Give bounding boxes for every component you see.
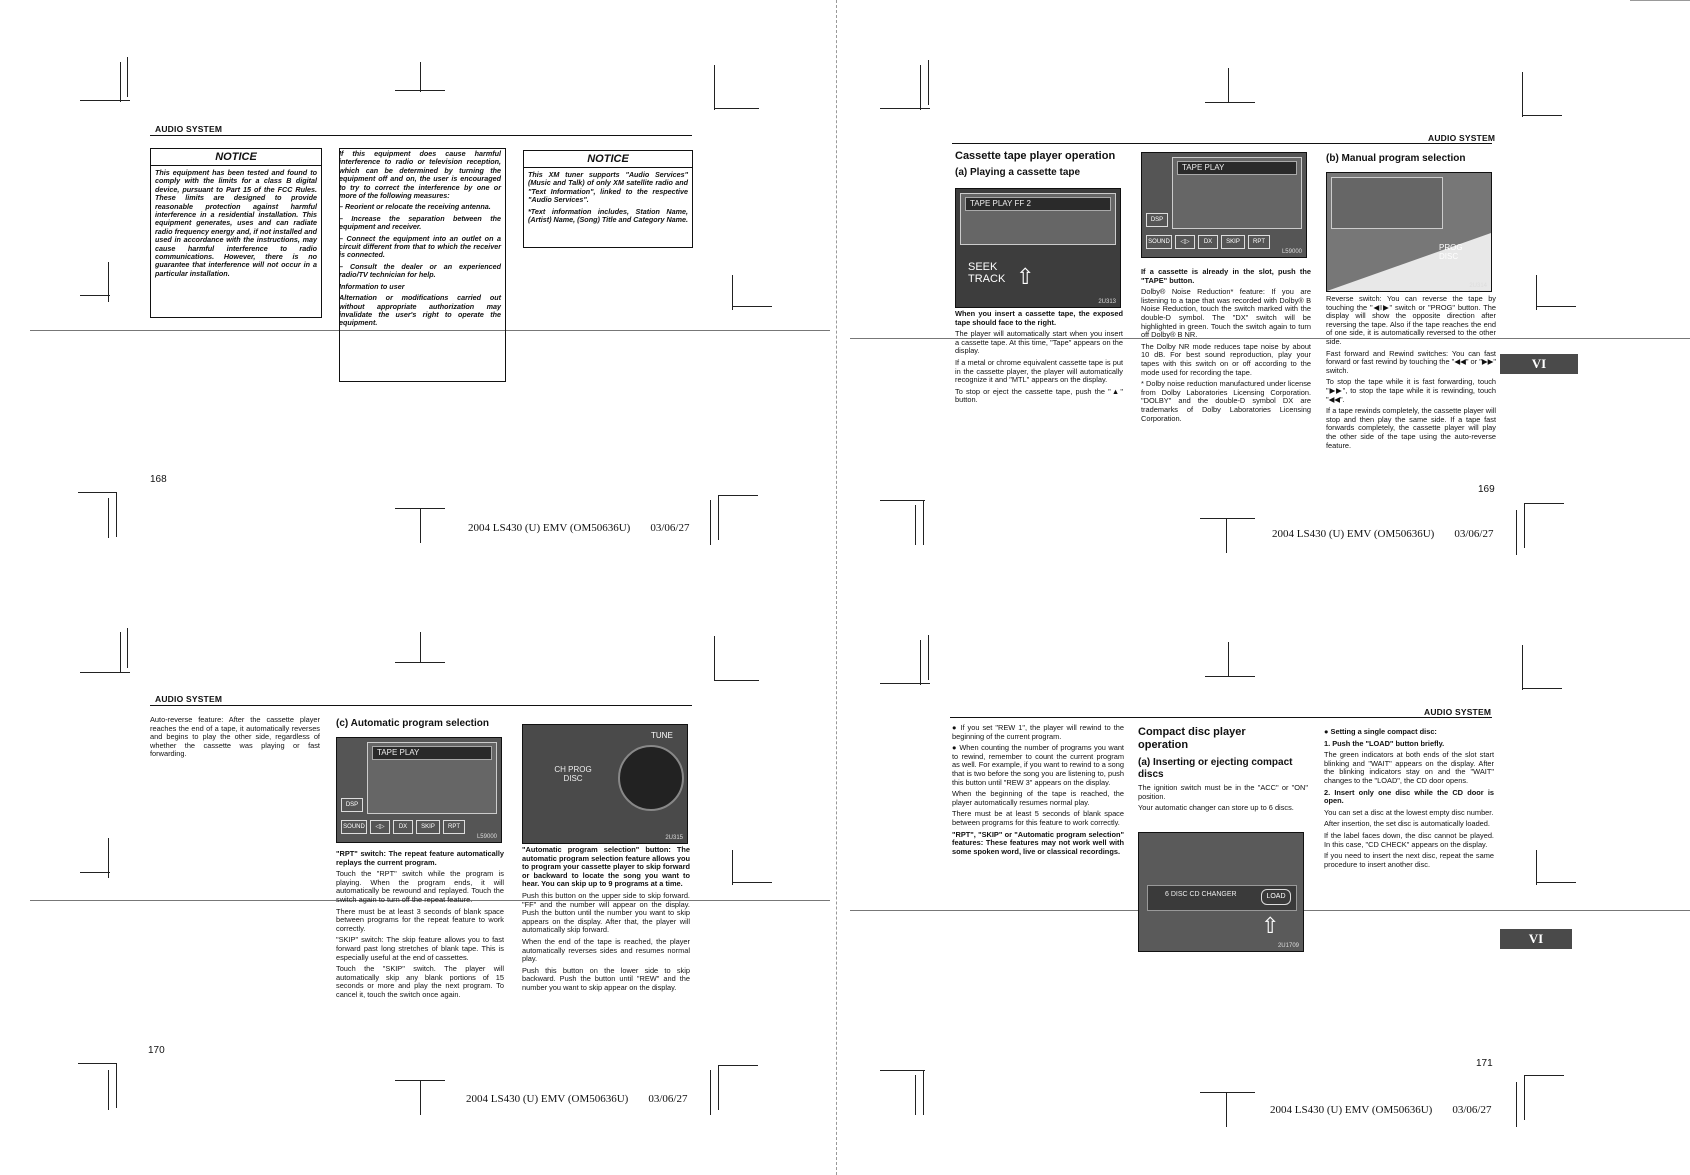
notice-body: This XM tuner supports "Audio Services" (Music and Talk) of only XM satellite radio and "Text Information", linked to the respective "Audio Services". *Text information includes, Station Name, (Artist) Name, (Song) Title and Category Name. [528, 170, 689, 225]
tape-display-screen: TAPE PLAY DSP SOUND ◁▷ DX SKIP RPT L59000 [336, 737, 502, 843]
section-header: AUDIO SYSTEM [155, 694, 223, 704]
seek-track-label: SEEK TRACK [968, 261, 1006, 285]
subsection-title: (a) Inserting or ejecting compact discs [1138, 757, 1293, 780]
notice-title: NOTICE [524, 151, 692, 168]
auto-program-text-column: "Automatic program selection" button: The automatic program selection feature allows you to program your cassette player to skip forward or backward to locate the song you want to hear. You can skip up to 9 programs at a time. Push this button on the upper side to skip forward. "FF" and the number will appear on the display. Push the button until the number you want to skip appears on the display. After that, the player will automatically skip forward. When the end of the tape is reached, the player automatically reverses sides and resumes normal play. Push this button on the lower side to skip backward. Push the button until "REW" and the number you want to skip appear on the display. [522, 845, 690, 992]
subsection-title: (a) Playing a cassette tape [955, 167, 1081, 178]
subsection-title: (b) Manual program selection [1326, 153, 1466, 164]
notice-box-fcc [150, 148, 322, 318]
auto-reverse-text: Auto-reverse feature: After the cassette player reaches the end of a tape, it automatically reverses and begins to play the other side, regardless of whether the cassette was playing or fast forwarding. [150, 715, 320, 759]
footer: 2004 LS430 (U) EMV (OM50636U) 03/06/27 [468, 522, 690, 534]
tape-display-screen: TAPE PLAY DSP SOUND ◁▷ DX SKIP RPT L59000 [1141, 152, 1307, 258]
tape-button-row: SOUND ◁▷ DX SKIP RPT [341, 820, 465, 834]
section-header: AUDIO SYSTEM [1428, 133, 1496, 143]
page-number: 169 [1478, 484, 1495, 495]
section-header: AUDIO SYSTEM [155, 124, 223, 134]
page-number: 168 [150, 474, 167, 485]
rpt-skip-text-column: "RPT" switch: The repeat feature automatically replays the current program. Touch the "RPT" switch while the program is playing. When the program ends, it will automatically be rewound and replayed. Touch the switch again to turn off the repeat feature. There must be at least 3 seconds of blank space between programs for the repeat feature to work correctly. "SKIP" switch: The skip feature allows you to fast forward past long stretches of blank tape. This is especially useful at the end of cassettes. Touch the "SKIP" switch. The player will automatically skip any blank portions of 15 seconds or more and play the next program. To cancel it, touch the switch once again. [336, 849, 504, 999]
cassette-photo: TAPE PLAY FF 2 SEEK TRACK ⇧ 2U313 [955, 188, 1121, 308]
notice-box-xm [523, 150, 693, 248]
rewind-text-column: ● If you set "REW 1", the player will rewind to the beginning of the current program. ● When counting the number of programs you want to rewind, remember to count the current program as well. For example, if you want to rewind to a song that is two before the song you are listening to, push this button until "REW 3" appears on the display. When the beginning of the tape is reached, the player automatically resumes normal play. There must be at least 5 seconds of blank space between programs for this feature to work correctly. "RPT", "SKIP" or "Automatic program selection" features: These features may not work well with some spoken word, live or classical recordings. [952, 723, 1124, 856]
load-button: LOAD [1261, 889, 1291, 905]
page-number: 170 [148, 1045, 165, 1056]
cd-intro-text: The ignition switch must be in the "ACC" or "ON" position. Your automatic changer can store up to 6 discs. [1138, 783, 1308, 813]
footer: 2004 LS430 (U) EMV (OM50636U) 03/06/27 [1272, 528, 1494, 540]
tune-knob [618, 745, 684, 811]
dsp-button: DSP [341, 798, 363, 812]
playing-text-column: When you insert a cassette tape, the exposed tape should face to the right. The player will automatically start when you insert a cassette tape. At this time, "Tape" appears on the display. If a metal or chrome equivalent cassette tape is put in the cassette player, the player will automatically recognize it and "MTL" appears on the display. To stop or eject the cassette tape, push the "▲" button. [955, 309, 1123, 405]
dolby-text-column: If a cassette is already in the slot, push the "TAPE" button. Dolby® Noise Reduction* feature: If you are listening to a tape that was recorded with Dolby® B Noise Reduction, touch the switch marked with the double-D symbol. The "DX" switch will be highlighted in green. Touch the switch again to turn off Dolby® B NR. The Dolby NR mode reduces tape noise by about 10 dB. For best sound reproduction, play your tapes with this switch on or off according to the mode used for recording the tape. * Dolby noise reduction manufactured under license from Dolby Laboratories Licensing Corporation. "DOLBY" and the double-D symbol DX are trademarks of Dolby Laboratories Licensing Corporation. [1141, 267, 1311, 423]
tape-button-row: SOUND ◁▷ DX SKIP RPT [1146, 235, 1270, 249]
header-rule [950, 717, 1492, 718]
program-button-photo: TUNE CH PROG DISC 2U315 [522, 724, 688, 844]
eject-arrow-icon: ⇧ [1016, 264, 1035, 289]
footer: 2004 LS430 (U) EMV (OM50636U) 03/06/27 [1270, 1104, 1492, 1116]
section-title: Cassette tape player operation [955, 150, 1116, 162]
manual-selection-photo: PROG DISC 2U314 [1326, 172, 1492, 292]
section-tab: VI [1500, 354, 1578, 374]
header-rule [150, 705, 692, 706]
dsp-button: DSP [1146, 213, 1168, 227]
section-tab: VI [1500, 929, 1572, 949]
fcc-measures-box [339, 148, 506, 382]
cd-changer-photo: 6 DISC CD CHANGER LOAD ⇧ 2U1709 [1138, 832, 1304, 952]
fcc-measures-column: If this equipment does cause harmful interference to radio or television reception, which can be determined by turning the equipment off and on, the user is encouraged to try to correct the interference by one or more of the following measures: – Reorient or relocate the receiving antenna. – Increase the separation between the equipment and receiver. – Connect the equipment into an outlet on a circuit different from that to which the receiver is connected. – Consult the dealer or an experienced radio/TV technician for help. Information to user Alternation or modifications carried out without appropriate authorization may invalidate the user's right to operate the equipment. [339, 149, 501, 328]
pointer-arrow-icon: ⇧ [1261, 913, 1280, 938]
header-rule [952, 143, 1492, 144]
manual-text-column: Reverse switch: You can reverse the tape by touching the "◀I▶" switch or "PROG" button. The display will show the opposite direction after reversing the tape. Also if the tape reaches the end of one side, it is automatically reversed to the other side. Fast forward and Rewind switches: You can fast forward or fast rewind by touching the "◀◀" or "▶▶" switch. To stop the tape while it is fast forwarding, touch "▶▶", to stop the tape while it is rewinding, touch "◀◀". If a tape rewinds completely, the cassette player will stop and then play the same side. If a tape fast forwards completely, the cassette player will play the other side of the tape using the auto-reverse feature. [1326, 294, 1496, 450]
section-title: Compact disc player operation [1138, 726, 1246, 751]
footer: 2004 LS430 (U) EMV (OM50636U) 03/06/27 [466, 1093, 688, 1105]
cd-setting-text-column: ● Setting a single compact disc: 1. Push the "LOAD" button briefly. The green indicators at both ends of the slot start blinking and "WAIT" appears on the display. After the blinking indicators stay on and the "WAIT" changes to the "LOAD", the CD door opens. 2. Insert only one disc while the CD door is open. You can set a disc at the lowest empty disc number. After insertion, the set disc is automatically loaded. If the label faces down, the disc cannot be played. In this case, "CD CHECK" appears on the display. If you need to insert the next disc, repeat the same procedure to insert another disc. [1324, 727, 1494, 869]
page-number: 171 [1476, 1058, 1493, 1069]
notice-title: NOTICE [151, 149, 321, 166]
notice-body: This equipment has been tested and found to comply with the limits for a class B digital device, pursuant to Part 15 of the FCC Rules. These limits are designed to provide reasonable protection against harmful interference in a residential installation. This equipment generates, uses and can radiate radio frequency energy and, if not installed and used in accordance with the instructions, may cause harmful interference to radio communications. However, there is no guarantee that interference will not occur in a particular installation. [155, 168, 317, 278]
header-rule [150, 135, 692, 136]
subsection-title: (c) Automatic program selection [336, 718, 489, 729]
section-header: AUDIO SYSTEM [1424, 707, 1492, 717]
